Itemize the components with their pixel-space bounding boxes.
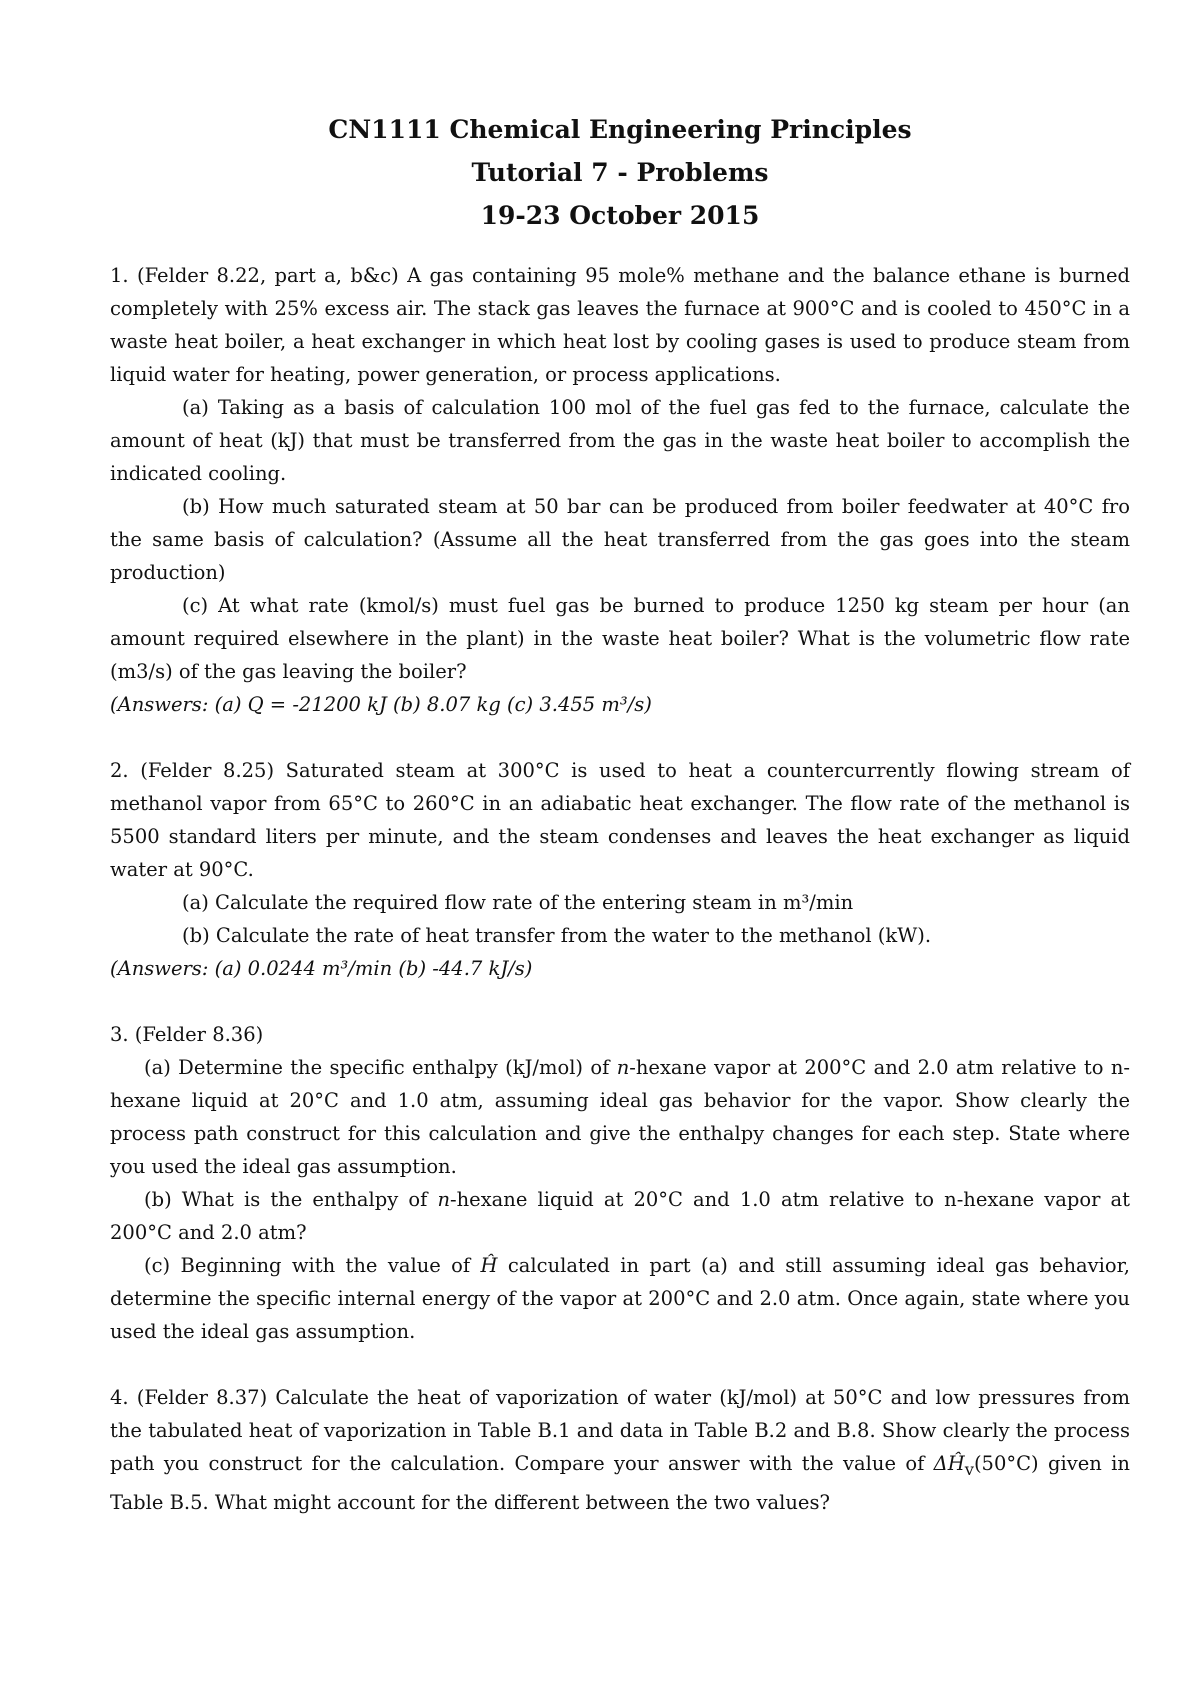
tutorial-title: Tutorial 7 - Problems [471,158,769,187]
enthalpy-symbol: Ĥ [480,1254,498,1277]
problem-3 [110,1018,1130,1348]
n-italic: n [437,1188,450,1211]
problem-4-text-post: (50°C) given in Table B.5. What might account for the different between the two values? [110,1452,1130,1514]
problem-2-answers: (Answers: (a) 0.0244 m³/min (b) -44.7 kJ/s) [110,957,533,980]
problem-3-part-a-post: -hexane vapor at 200°C and 2.0 atm relative to n-hexane liquid at 20°C and 1.0 atm, assuming ideal gas behavior for the vapor. Show clearly the process path construct for this calculation and give the enthalpy changes for each step. State where you used the ideal gas assumption. [110,1056,1130,1178]
vaporization-subscript: v [964,1459,974,1479]
spacer [110,721,1130,754]
problem-4 [110,1381,1130,1519]
problem-3-part-c-post: calculated in part (a) and still assuming ideal gas behavior, determine the specific internal energy of the vapor at 200°C and 2.0 atm. Once again, state where you used the ideal gas assumption. [110,1254,1130,1343]
problem-1-answers: (Answers: (a) Q = -21200 kJ (b) 8.07 kg (c) 3.455 m³/s) [110,693,652,716]
problem-1-part-b: (b) How much saturated steam at 50 bar can be produced from boiler feedwater at 40°C fro the same basis of calculation? (Assume all the heat transferred from the gas goes into the steam production) [110,495,1130,584]
problem-3-part-b-post: -hexane liquid at 20°C and 1.0 atm relative to n-hexane vapor at 200°C and 2.0 atm? [110,1188,1130,1244]
problem-3-part-a-pre: (a) Determine the specific enthalpy (kJ/mol) of [144,1056,617,1079]
problem-2 [110,754,1130,985]
problem-1-part-a: (a) Taking as a basis of calculation 100 mol of the fuel gas fed to the furnace, calculate the amount of heat (kJ) that must be transferred from the gas in the waste heat boiler to accomplish the indicated cooling. [110,396,1130,485]
problem-1 [110,259,1130,721]
spacer [110,1348,1130,1381]
problem-3-part-c-pre: (c) Beginning with the value of [144,1254,481,1277]
document-page [110,108,1130,1519]
document-header [110,108,1130,237]
problem-3-part-b-pre: (b) What is the enthalpy of [144,1188,438,1211]
problem-1-intro: 1. (Felder 8.22, part a, b&c) A gas containing 95 mole% methane and the balance ethane is burned completely with 25% excess air. The stack gas leaves the furnace at 900°C and is cooled to 450°C in a waste heat boiler, a heat exchanger in which heat lost by cooling gases is used to produce steam from liquid water for heating, power generation, or process applications. [110,264,1130,386]
problem-2-part-a: (a) Calculate the required flow rate of the entering steam in m³/min [182,891,854,914]
delta-enthalpy-symbol: ΔĤ [933,1452,965,1475]
problem-4-text [110,1381,1130,1519]
problem-4-text-pre: 4. (Felder 8.37) Calculate the heat of vaporization of water (kJ/mol) at 50°C and low pressures from the tabulated heat of vaporization in Table B.1 and data in Table B.2 and B.8. Show clearly the process path you construct for the calculation. Compare your answer with the value of [110,1386,1130,1475]
course-title: CN1111 Chemical Engineering Principles [328,115,912,144]
problem-3-intro: 3. (Felder 8.36) [110,1023,264,1046]
problem-2-intro: 2. (Felder 8.25) Saturated steam at 300°C is used to heat a countercurrently flowing stream of methanol vapor from 65°C to 260°C in an adiabatic heat exchanger. The flow rate of the methanol is 5500 standard liters per minute, and the steam condenses and leaves the heat exchanger as liquid water at 90°C. [110,759,1130,881]
tutorial-date: 19-23 October 2015 [480,201,760,230]
problem-2-part-b: (b) Calculate the rate of heat transfer from the water to the methanol (kW). [182,924,932,947]
n-italic: n [616,1056,630,1079]
problem-3-part-a [110,1051,1130,1183]
problem-3-part-c [110,1249,1130,1348]
problem-1-part-c: (c) At what rate (kmol/s) must fuel gas be burned to produce 1250 kg steam per hour (an amount required elsewhere in the plant) in the waste heat boiler? What is the volumetric flow rate (m3/s) of the gas leaving the boiler? [110,594,1130,683]
problem-3-part-b [110,1183,1130,1249]
spacer [110,985,1130,1018]
